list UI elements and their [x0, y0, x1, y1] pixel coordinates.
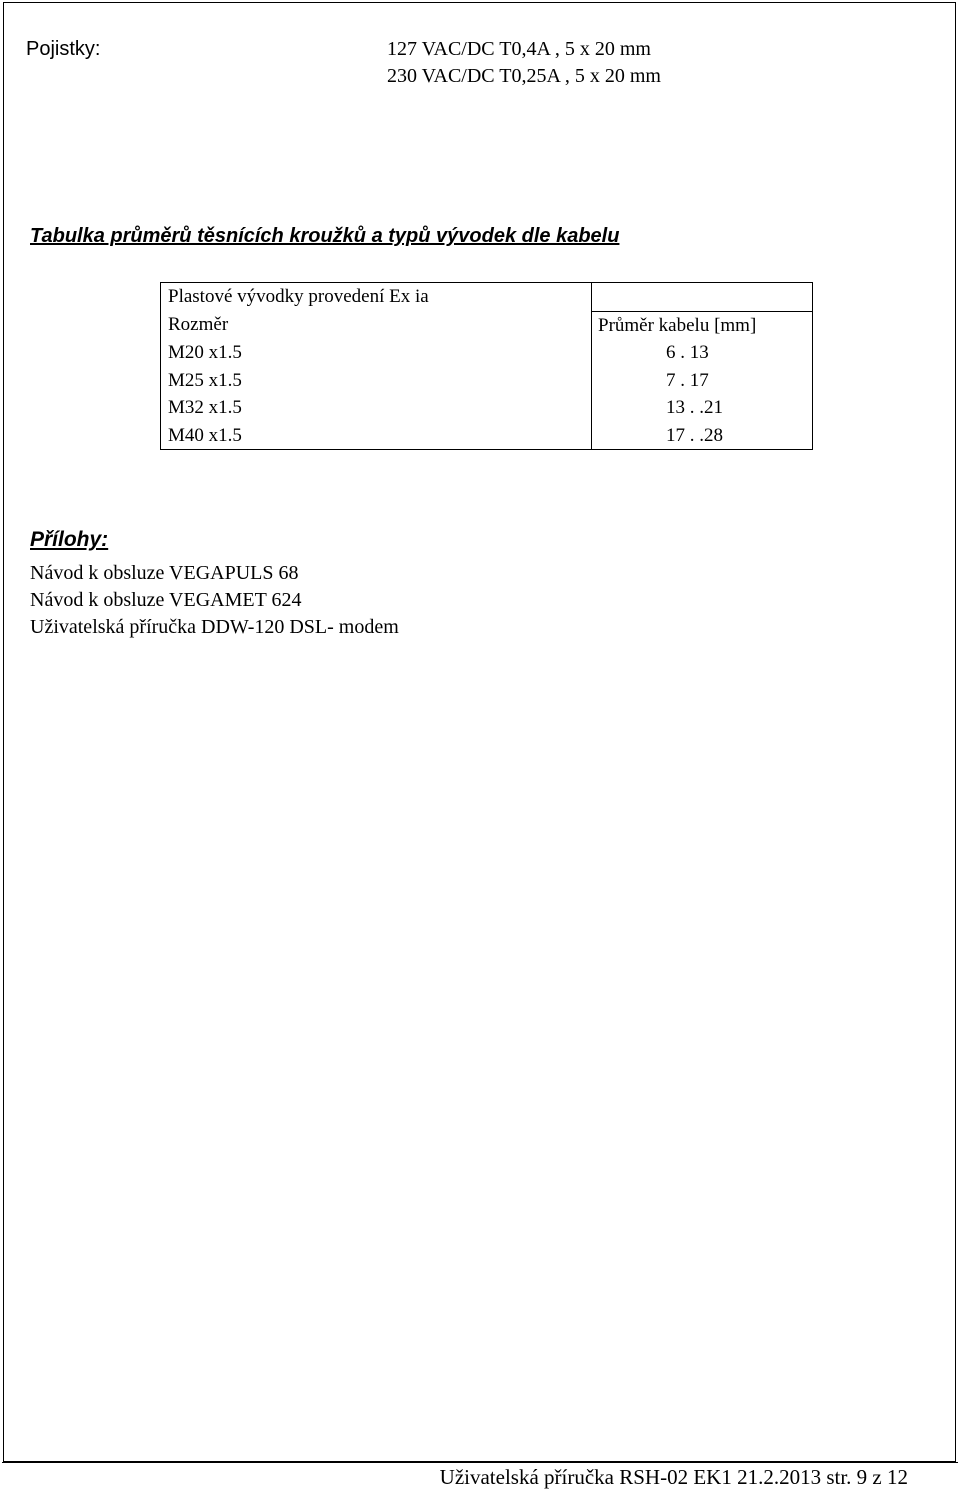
diameter-range-cell: 7 . 17: [592, 367, 813, 395]
diameter-header-cell: Průměr kabelu [mm]: [592, 311, 813, 339]
diameter-range-cell: 13 . .21: [592, 394, 813, 422]
group-label-cell: Plastové vývodky provedení Ex ia: [161, 283, 592, 312]
size-header-cell: Rozměr: [161, 311, 592, 339]
attachment-item: Uživatelská příručka DDW-120 DSL- modem: [30, 616, 399, 638]
cable-table-title: Tabulka průměrů těsnících kroužků a typů vývodek dle kabelu: [30, 225, 620, 247]
size-cell: M25 x1.5: [161, 367, 592, 395]
page-footer: Uživatelská příručka RSH-02 EK1 21.2.2013 str. 9 z 12: [439, 1465, 908, 1489]
diameter-range-cell: 17 . .28: [592, 422, 813, 450]
table-row: [161, 339, 813, 367]
empty-cell: [592, 283, 813, 312]
diameter-range-cell: 6 . 13: [592, 339, 813, 367]
fuse-spec-line: 127 VAC/DC T0,4A , 5 x 20 mm: [387, 38, 651, 60]
fuses-label: Pojistky:: [26, 38, 101, 60]
attachments-heading: Přílohy:: [30, 528, 109, 551]
table-row: [161, 311, 813, 339]
table-row: [161, 422, 813, 450]
footer-divider: [2, 1462, 958, 1463]
fuse-spec-line: 230 VAC/DC T0,25A , 5 x 20 mm: [387, 65, 661, 87]
attachment-item: Návod k obsluze VEGAMET 624: [30, 589, 302, 611]
table-row: [161, 367, 813, 395]
page-frame: [3, 2, 956, 1462]
table-row: [161, 394, 813, 422]
size-cell: M32 x1.5: [161, 394, 592, 422]
attachment-item: Návod k obsluze VEGAPULS 68: [30, 562, 299, 584]
size-cell: M40 x1.5: [161, 422, 592, 450]
table-row: [161, 283, 813, 312]
size-cell: M20 x1.5: [161, 339, 592, 367]
cable-gland-table: [160, 282, 813, 450]
